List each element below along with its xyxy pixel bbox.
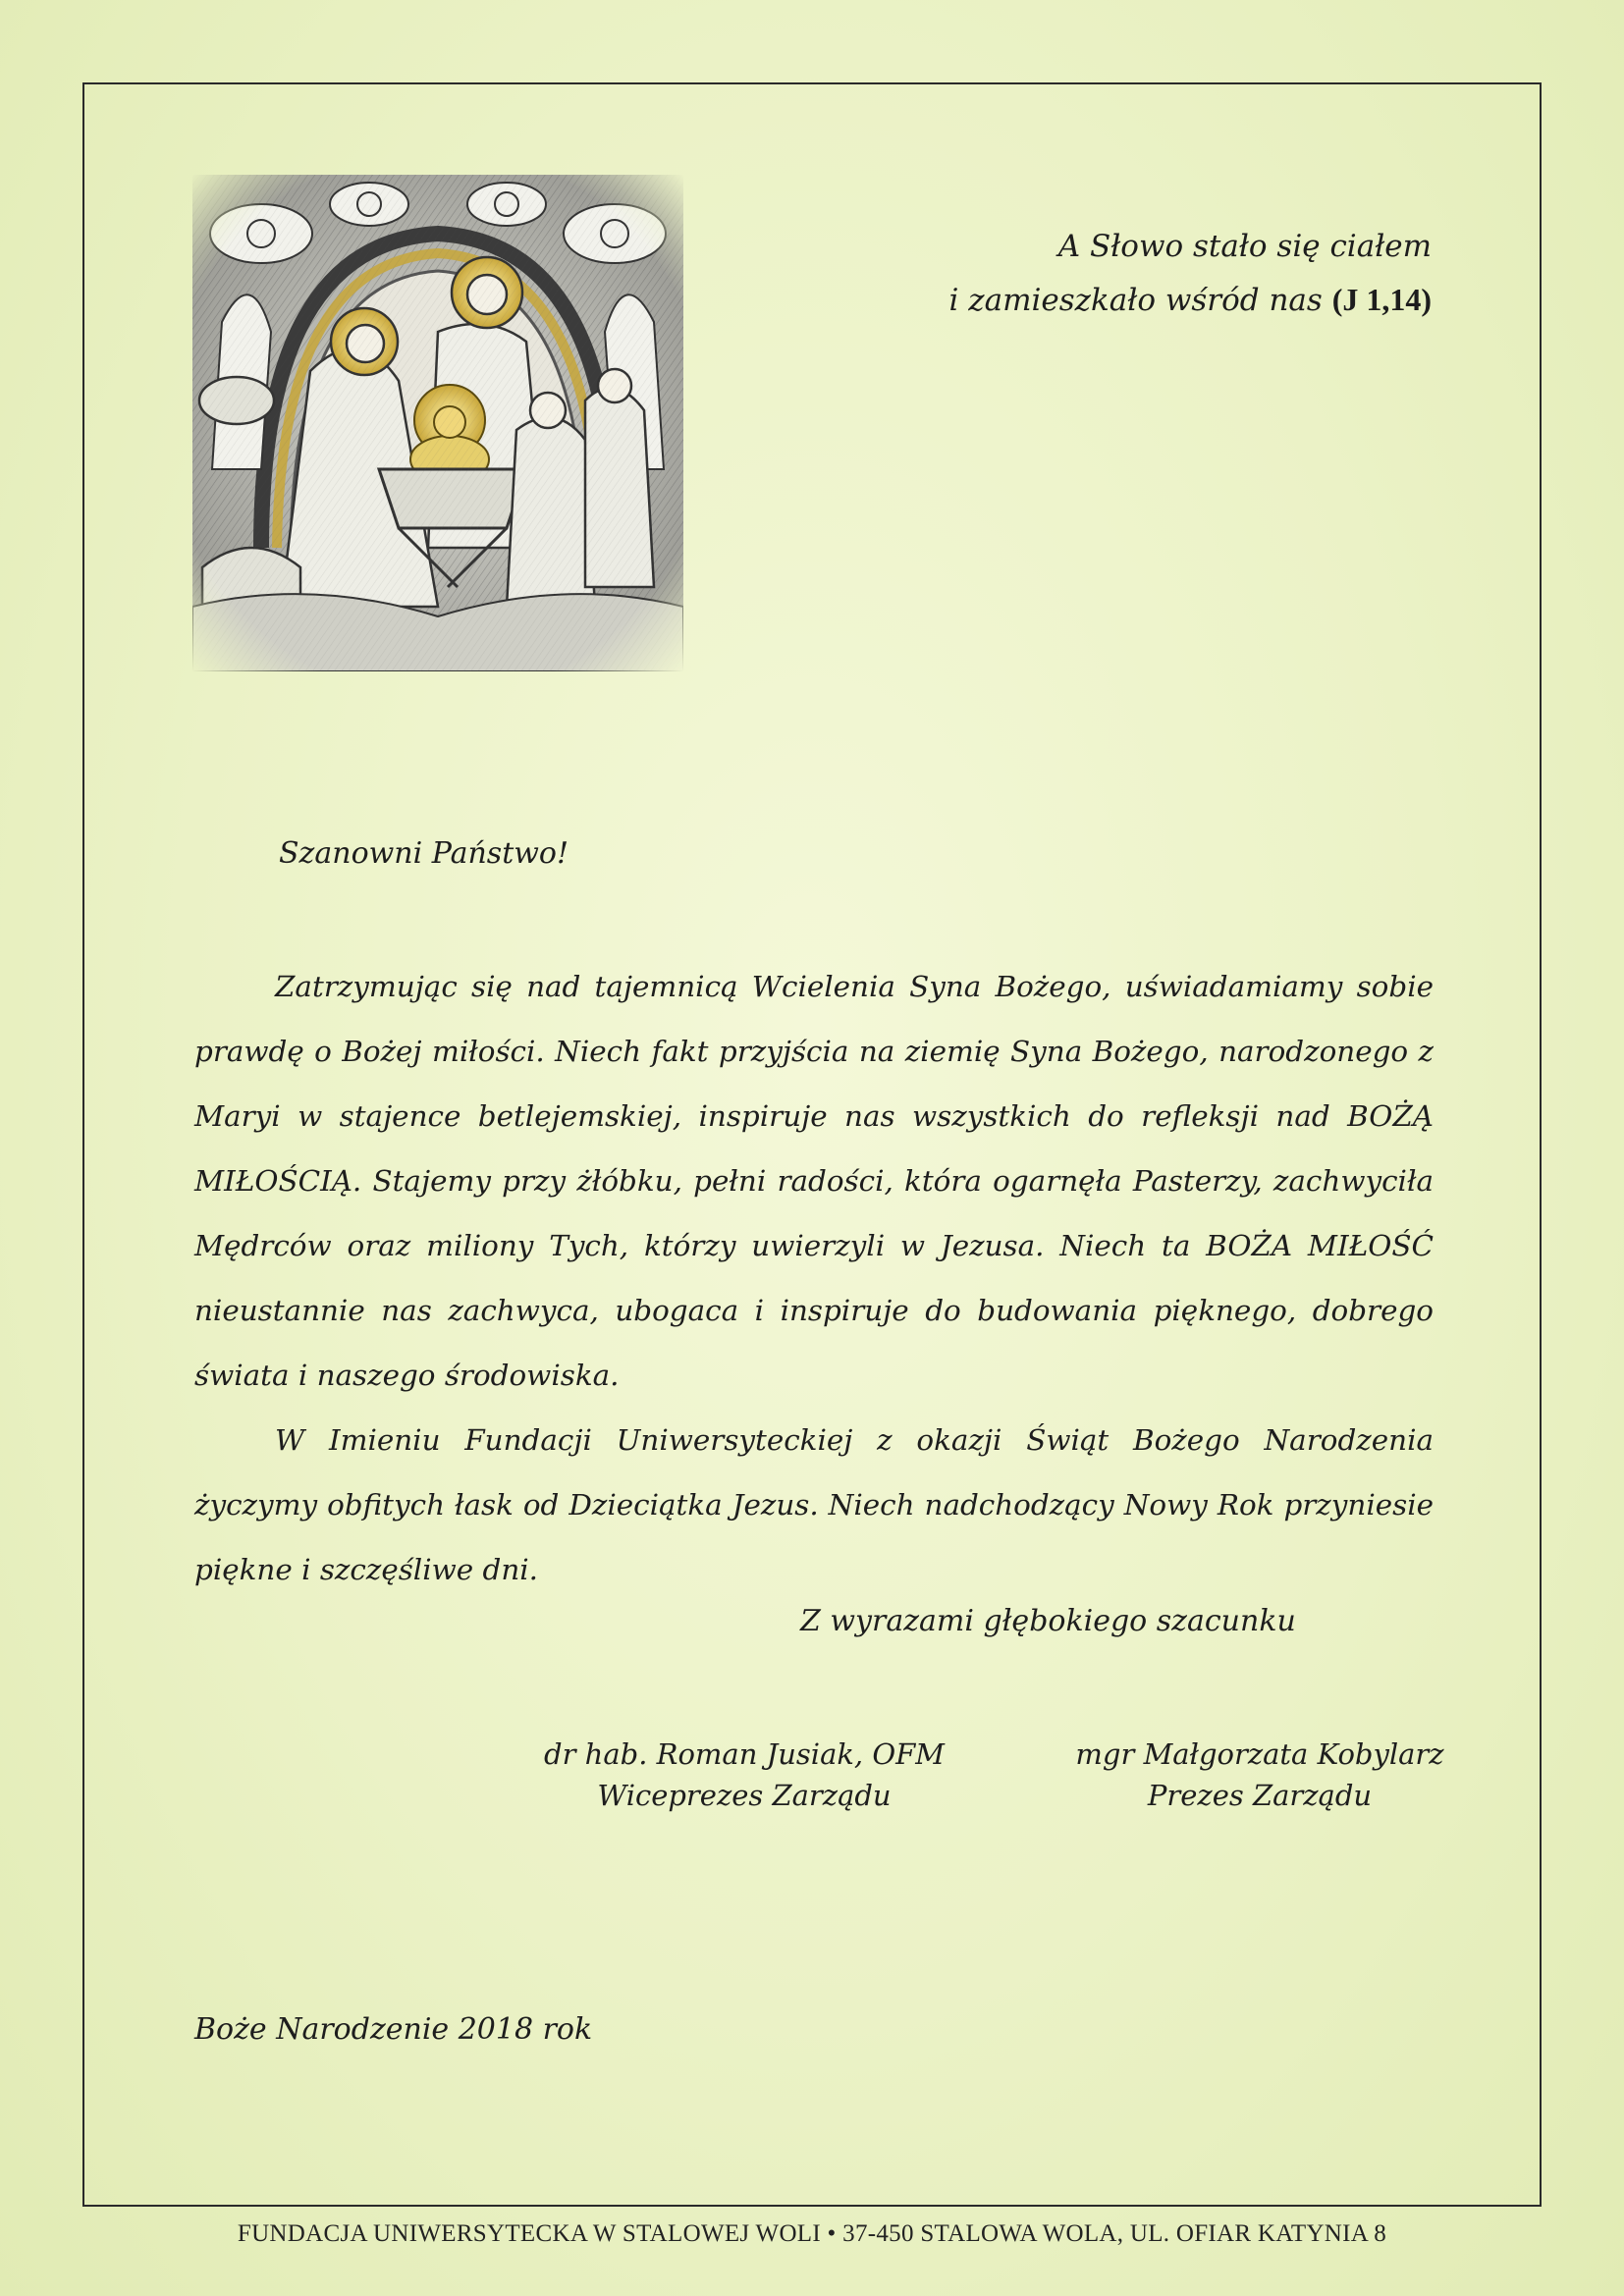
motto-line-2-text: i zamieszkało wśród nas [948,283,1323,318]
signatory-role: Prezes Zarządu [1147,1779,1373,1812]
signatory-name: mgr Małgorzata Kobylarz [1075,1737,1444,1771]
footer-address: FUNDACJA UNIWERSYTECKA W STALOWEJ WOLI • 37-450 STALOWA WOLA, UL. OFIAR KATYNIA 8 [237,2220,1387,2247]
letter-body [194,954,1434,1602]
salutation: Szanowni Państwo! [279,836,569,871]
signatory-role: Wiceprezes Zarządu [597,1779,892,1812]
signatory-vice-president [538,1734,950,1816]
paragraph-2: W Imieniu Fundacji Uniwersyteckiej z okazji Świąt Bożego Narodzenia życzymy obfitych łask od Dzieciątka Jezus. Niech nadchodzący Nowy Rok przyniesie piękne i szczęśliwe dni. [194,1423,1434,1586]
nativity-scene-illustration [192,175,683,671]
paragraph-1: Zatrzymując się nad tajemnicą Wcielenia Syna Bożego, uświadamiamy sobie prawdę o Bożej miłości. Niech fakt przyjścia na ziemię Syna Bożego, narodzonego z Maryi w stajence betlejemskiej, inspiruje nas wszystkich do refleksji nad BOŻĄ MIŁOŚCIĄ. Stajemy przy żłóbku, pełni radości, która ogarnęła Pasterzy, zachwyciła Mędrców oraz miliony Tych, którzy uwierzyli w Jezusa. Niech ta BOŻA MIŁOŚĆ nieustannie nas zachwyca, ubogaca i inspiruje do budowania pięknego, dobrego świata i naszego środowiska. [194,970,1434,1392]
motto-line-2 [744,273,1432,327]
letter-date: Boże Narodzenie 2018 rok [194,2012,593,2047]
scripture-reference: (J 1,14) [1331,282,1432,317]
signatory-president [1058,1734,1461,1816]
scripture-motto [744,220,1432,327]
motto-line-1: A Słowo stało się ciałem [1057,229,1432,264]
signatory-name: dr hab. Roman Jusiak, OFM [544,1737,945,1771]
closing-phrase: Z wyrazami głębokiego szacunku [800,1604,1296,1638]
